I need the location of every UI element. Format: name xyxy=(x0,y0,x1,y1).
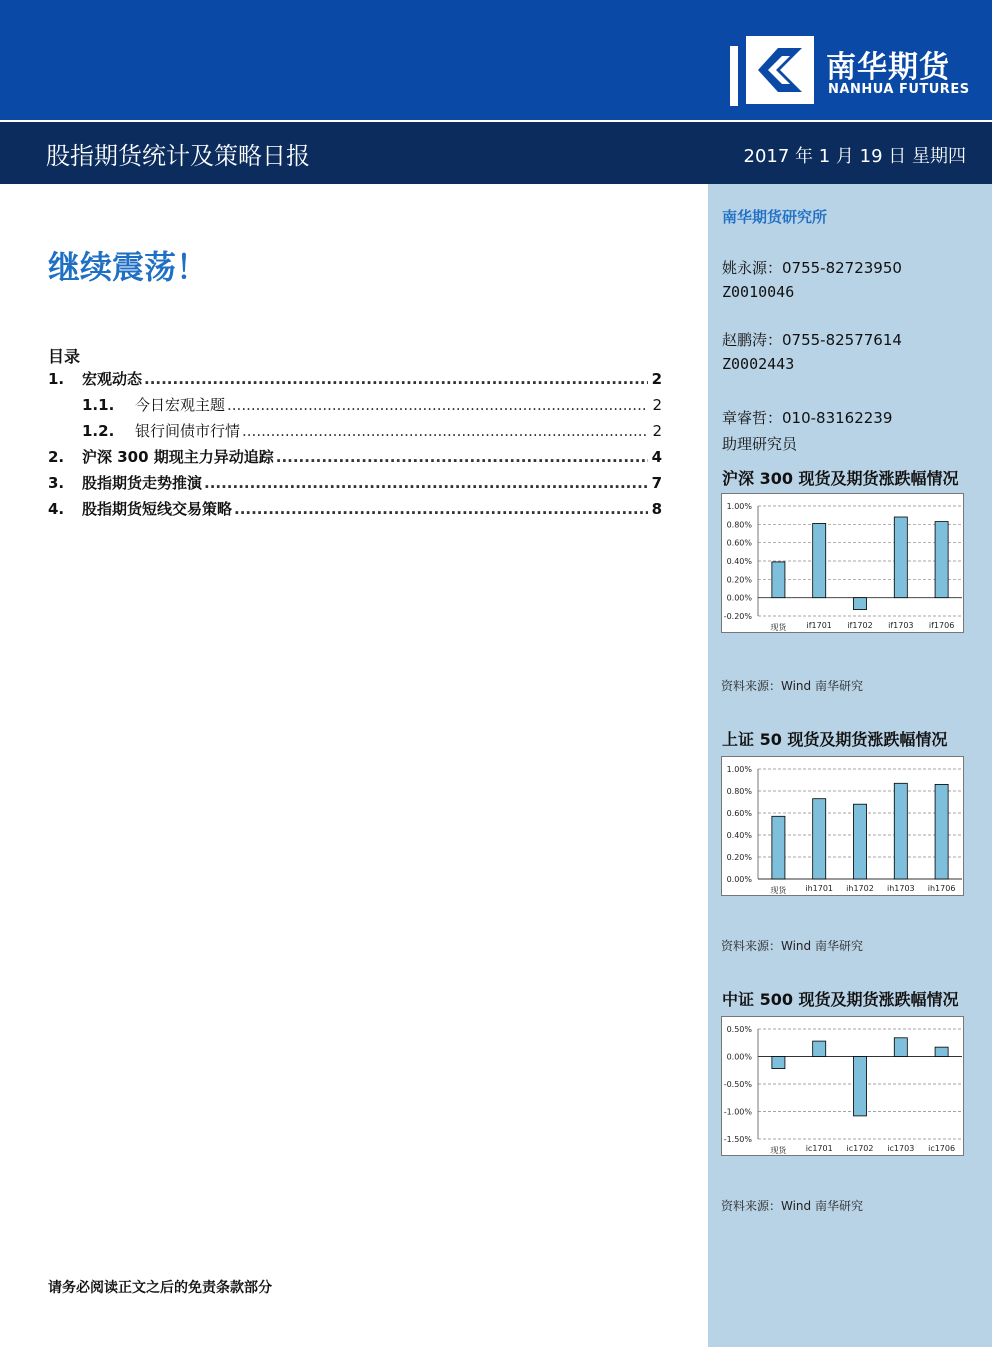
chart-title-hs300: 沪深 300 现货及期货涨跌幅情况 xyxy=(722,469,959,488)
toc-leader-dots xyxy=(227,396,648,414)
toc-item-number: 1.1. xyxy=(82,396,115,414)
y-tick-label: 0.80% xyxy=(726,520,752,530)
analyst-role: 助理研究员 xyxy=(722,435,798,453)
toc-item-label: 宏观动态 xyxy=(82,370,143,388)
bar xyxy=(935,1047,948,1056)
x-tick-label: ih1701 xyxy=(805,884,834,893)
toc-item-number: 1.2. xyxy=(82,422,115,440)
toc-leader-dots xyxy=(276,448,648,466)
y-tick-label: -1.00% xyxy=(723,1107,752,1117)
bar xyxy=(772,562,785,598)
toc-leader-dots xyxy=(242,422,648,440)
chart-title-zz500: 中证 500 现货及期货涨跌幅情况 xyxy=(722,990,959,1009)
y-tick-label: 0.60% xyxy=(726,809,752,818)
y-tick-label: 0.20% xyxy=(726,575,752,585)
chart-title-sz50: 上证 50 现货及期货涨跌幅情况 xyxy=(722,730,948,749)
x-tick-label: ic1701 xyxy=(805,1144,833,1153)
bar xyxy=(894,517,907,598)
toc-item-page: 7 xyxy=(651,474,662,492)
bar xyxy=(772,1057,785,1069)
y-tick-label: 0.00% xyxy=(726,875,752,884)
toc-item-label: 今日宏观主题 xyxy=(135,396,226,414)
x-tick-label: 现货 xyxy=(770,1146,787,1155)
y-tick-label: 0.60% xyxy=(726,538,752,548)
toc-item-label: 股指期货短线交易策略 xyxy=(82,500,233,518)
disclaimer-note: 请务必阅读正文之后的免责条款部分 xyxy=(48,1280,272,1296)
chart-zz500 xyxy=(721,1016,964,1156)
toc-leader-dots xyxy=(144,370,648,388)
bar xyxy=(813,523,826,597)
toc-item[interactable] xyxy=(48,498,662,524)
analyst-license: Z0010046 xyxy=(722,283,795,301)
logo-english-name: NANHUA FUTURES xyxy=(828,82,970,97)
toc-item[interactable] xyxy=(48,472,662,498)
toc-item-page: 8 xyxy=(651,500,662,518)
x-tick-label: ih1706 xyxy=(927,884,956,893)
bar-chart-svg xyxy=(722,494,965,634)
x-tick-label: if1702 xyxy=(847,621,873,630)
y-tick-label: -0.20% xyxy=(723,612,752,621)
analyst-contact: 姚永源：0755-82723950 xyxy=(722,259,902,277)
bar xyxy=(894,783,907,879)
bar xyxy=(935,784,948,879)
y-tick-label: 0.50% xyxy=(726,1025,752,1034)
toc-leader-dots xyxy=(204,474,648,492)
bar-chart-svg xyxy=(722,1017,965,1157)
company-logo xyxy=(728,34,988,108)
x-tick-label: ih1702 xyxy=(846,884,874,893)
chart-source: 资料来源：Wind 南华研究 xyxy=(721,1199,863,1213)
bar-chart-svg xyxy=(722,757,965,897)
analyst-license: Z0002443 xyxy=(722,355,795,373)
table-of-contents xyxy=(48,368,662,524)
report-title: 股指期货统计及策略日报 xyxy=(46,142,310,170)
toc-item-page: 2 xyxy=(651,370,662,388)
bar xyxy=(813,1041,826,1056)
bar xyxy=(894,1038,907,1057)
x-tick-label: 现货 xyxy=(770,886,787,895)
x-tick-label: ih1703 xyxy=(886,884,915,893)
y-tick-label: 1.00% xyxy=(726,765,752,774)
header-band xyxy=(0,0,992,120)
toc-leader-dots xyxy=(234,500,648,518)
toc-item-number: 1. xyxy=(48,370,65,388)
analyst-contact: 赵鹏涛：0755-82577614 xyxy=(722,331,902,349)
bar xyxy=(853,598,866,610)
bar xyxy=(853,1057,866,1116)
toc-item-label: 股指期货走势推演 xyxy=(82,474,203,492)
y-tick-label: -0.50% xyxy=(723,1080,752,1089)
toc-item[interactable] xyxy=(48,420,662,446)
analyst-contact: 章睿哲：010-83162239 xyxy=(722,409,893,427)
y-tick-label: 0.00% xyxy=(726,1052,752,1062)
chart-source: 资料来源：Wind 南华研究 xyxy=(721,679,863,693)
title-band xyxy=(0,122,992,184)
toc-item-page: 2 xyxy=(652,422,662,440)
chart-source: 资料来源：Wind 南华研究 xyxy=(721,939,863,953)
report-date: 2017 年 1 月 19 日 星期四 xyxy=(743,146,966,167)
logo-chinese-name: 南华期货 xyxy=(826,50,950,85)
x-tick-label: ic1706 xyxy=(928,1144,956,1153)
toc-item-number: 3. xyxy=(48,474,65,492)
chart-sz50 xyxy=(721,756,964,896)
x-tick-label: ic1703 xyxy=(887,1144,915,1153)
y-tick-label: 0.20% xyxy=(726,853,752,862)
bar xyxy=(772,816,785,879)
y-tick-label: 0.40% xyxy=(726,831,752,840)
toc-item[interactable] xyxy=(48,368,662,394)
toc-title: 目录 xyxy=(48,347,81,366)
toc-item[interactable] xyxy=(48,446,662,472)
chart-hs300 xyxy=(721,493,964,633)
main-heading: 继续震荡！ xyxy=(48,248,209,286)
x-tick-label: ic1702 xyxy=(846,1144,874,1153)
y-tick-label: 0.00% xyxy=(726,593,752,603)
x-tick-label: 现货 xyxy=(770,623,787,632)
y-tick-label: -1.50% xyxy=(723,1135,752,1144)
toc-item-number: 2. xyxy=(48,448,65,466)
y-tick-label: 0.80% xyxy=(726,787,752,796)
bar xyxy=(853,804,866,879)
x-tick-label: if1706 xyxy=(928,621,955,630)
toc-item-number: 4. xyxy=(48,500,65,518)
research-institute-name: 南华期货研究所 xyxy=(722,208,828,226)
toc-item-label: 银行间债市行情 xyxy=(135,422,241,440)
nanhua-logo-icon xyxy=(728,34,818,108)
toc-item-page: 4 xyxy=(651,448,662,466)
toc-item-label: 沪深 300 期现主力异动追踪 xyxy=(82,448,274,466)
y-tick-label: 1.00% xyxy=(726,502,752,511)
x-tick-label: if1701 xyxy=(806,621,832,630)
x-tick-label: if1703 xyxy=(888,621,914,630)
y-tick-label: 0.40% xyxy=(726,557,752,566)
toc-item-page: 2 xyxy=(652,396,662,414)
bar xyxy=(935,522,948,598)
bar xyxy=(813,799,826,879)
toc-item[interactable] xyxy=(48,394,662,420)
